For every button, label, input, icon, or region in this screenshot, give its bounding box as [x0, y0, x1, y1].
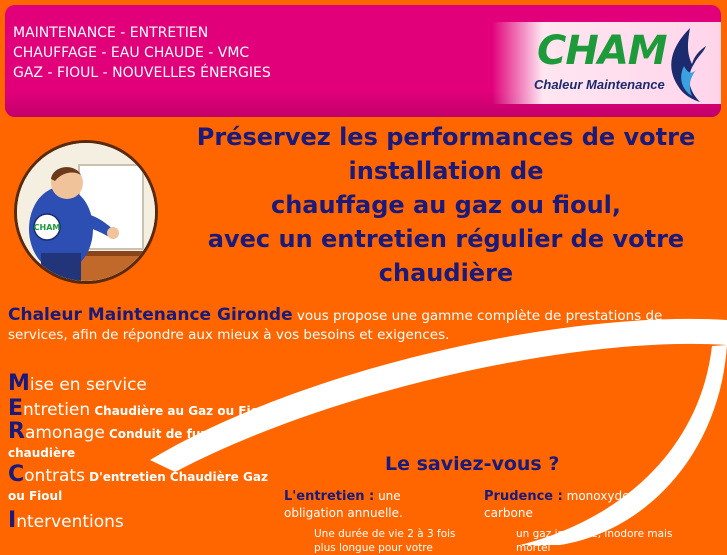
headline-line-4: avec un entretien régulier de votre	[207, 225, 685, 253]
service-detail: D'entretien Chaudière Gaz ou Fioul	[8, 470, 268, 503]
headline-line-1: Préservez les performances de votre	[196, 123, 696, 151]
service-label: nterventions	[16, 512, 124, 532]
service-initial: R	[8, 419, 25, 444]
service-initial: C	[8, 462, 25, 487]
service-initial: I	[8, 508, 17, 533]
service-item-interventions[interactable]	[8, 509, 280, 534]
header-tagline	[13, 23, 271, 83]
intro-paragraph	[8, 306, 718, 345]
logo-subtitle: Chaleur Maintenance	[534, 77, 665, 92]
service-label: ntretien	[23, 400, 91, 420]
headline-line-2: installation de	[348, 157, 544, 185]
tagline-line-3: GAZ - FIOUL - NOUVELLES ÉNERGIES	[13, 65, 271, 81]
tagline-line-2: CHAUFFAGE - EAU CHAUDE - VMC	[13, 45, 250, 61]
logo-wordmark: CHAM	[537, 28, 667, 74]
mascot-badge: CHAM	[33, 223, 61, 232]
service-detail: Chaudière au Gaz ou Fioul	[90, 404, 272, 418]
fact-note: un gaz invisible, inodore mais mortel	[516, 528, 673, 554]
headline-line-3: chauffage au gaz ou fioul,	[270, 191, 621, 219]
service-item-contrats[interactable]	[8, 462, 280, 505]
service-initial: E	[8, 396, 24, 421]
headline-line-5: chaudière	[378, 259, 514, 287]
service-item-entretien[interactable]	[8, 397, 280, 423]
service-item-mise-en-service[interactable]	[8, 372, 280, 397]
service-label: ontrats	[24, 466, 85, 486]
services-list	[8, 372, 280, 534]
service-label: amonage	[24, 423, 105, 443]
intro-brand: Chaleur Maintenance Gironde	[8, 305, 293, 325]
service-item-ramonage[interactable]	[8, 419, 280, 462]
did-you-know-title: Le saviez-vous ?	[385, 453, 560, 475]
site-header	[5, 5, 721, 117]
fact-note: Une durée de vie 2 à 3 fois plus longue pour votre	[314, 528, 456, 554]
fact-text: monoxyde de carbone	[484, 489, 649, 520]
cham-logo[interactable]	[492, 22, 721, 104]
fact-text: une obligation annuelle.	[284, 489, 403, 520]
service-initial: M	[8, 371, 30, 396]
fact-key: Prudence :	[484, 489, 563, 504]
tagline-line-1: MAINTENANCE - ENTRETIEN	[13, 25, 209, 41]
service-label: ise en service	[29, 375, 147, 395]
technician-icon	[17, 143, 155, 281]
fact-key: L'entretien :	[284, 489, 375, 504]
intro-text: vous propose une gamme complète de prestations de services, afin de répondre aux mieux à vos besoins et exigences.	[8, 308, 663, 343]
page-headline	[176, 120, 716, 290]
technician-illustration	[14, 140, 158, 284]
service-detail: Conduit de fumée chaudière	[8, 427, 230, 460]
flame-icon	[660, 26, 710, 104]
